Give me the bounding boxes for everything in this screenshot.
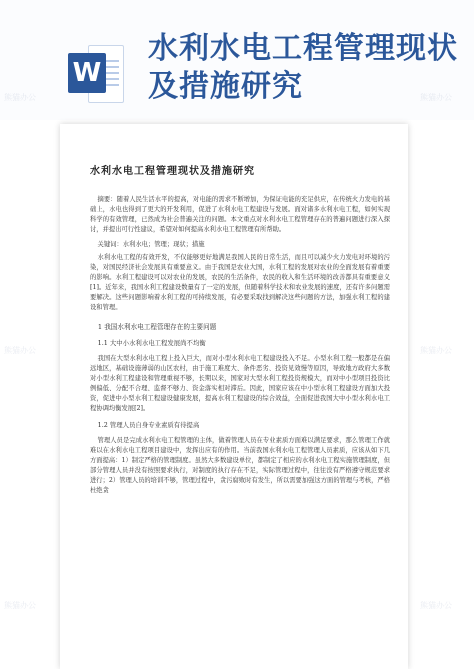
watermark: 熊猫办公 bbox=[4, 601, 36, 610]
intro-paragraph: 水利水电工程的有效开发，不仅能够更好地满足我国人民的日常生活，而且可以减少火力发电对环境的污染，对国民经济社会发展具有重要意义。由于我国是农业大国，水利工程的发展对农业的全面发展有着重要的影响。水利工程建设可以对农业的发展，农民的生活条件，农民的收入和生活环境的改善都具有重要意义[1]。近年来，我国水利工程建设数量有了一定的发展，但随着科学技术和农业发展的速度，还有许多问题需要解决。这些问题影响着水利工程的可持续发展，有必要采取找到解决这些问题的方法，加强水利工程的建设和管理。 bbox=[90, 254, 390, 311]
word-badge: W bbox=[68, 53, 106, 93]
section-heading: 1 我国水利水电工程管理存在的主要问题 bbox=[97, 323, 217, 331]
watermark: 熊猫办公 bbox=[4, 346, 36, 355]
page-title: 水利水电工程管理现状及措施研究 bbox=[148, 31, 458, 104]
body-paragraph: 管理人员是完成水利水电工程管理的主体，做着管理人员在专业素质方面难以满足要求，那么管理工作就难以在水利水电工程项目建设中，发挥出应有的作用。当前我国水利水电工程管理人员素质，应该从如下几方面提高：1）制定严格的管理制度。虽然大多数建设单位，都制定了相应的水利水电工程实施管理制度，但部分管理人员并没有按照要求执行，对制度的执行存在不足，实际管理过程中，往往没有严格遵守规范要求进行；2）管理人员的培训不够，管理过程中，贪污腐败时有发生，所以需要加强这方面的管理与考核，严格杜绝贪 bbox=[90, 437, 390, 494]
keywords-line: 关键词：水利水电；管理；现状；措施 bbox=[97, 241, 205, 248]
watermark: 熊猫办公 bbox=[420, 601, 452, 610]
subsection-heading: 1.2 管理人员自身专业素质有待提高 bbox=[97, 421, 200, 429]
subsection-heading: 1.1 大中小水利水电工程发展尚不均衡 bbox=[97, 339, 206, 347]
abstract-paragraph: 摘要：随着人民生活水平的提高，对电能的需求不断增加，为保证电能的充足供应，在传统火力发电的基础上，水电也得到了更大的开发利用，促进了水利水电工程建设与发展。面对诸多水利水电工程，如何实现科学的有效管理，已然成为社会普遍关注的问题。本文重点对水利水电工程管理存在的普遍问题进行深入探讨，并提出可行性建议，希望对如何提高水利水电工程管理有所帮助。 bbox=[90, 196, 390, 233]
watermark: 熊猫办公 bbox=[420, 93, 452, 102]
document-body bbox=[90, 162, 390, 496]
watermark: 熊猫办公 bbox=[420, 346, 452, 355]
word-document-icon bbox=[68, 45, 122, 101]
document-page bbox=[60, 124, 408, 669]
document-title: 水利水电工程管理现状及措施研究 bbox=[90, 166, 255, 177]
header-banner bbox=[0, 0, 474, 120]
watermark: 熊猫办公 bbox=[4, 93, 36, 102]
body-paragraph: 我国在大型水利水电工程上投入巨大，而对小型水利水电工程建设投入不足。小型水利工程一般都是在偏远地区，基础设施薄弱的山区农村，由于施工难度大、条件恶劣、投资见效慢等原因，导致地方政府大多数对小型水利工程建设和管理重视不够，长期以来，国家对大型水利工程投资规模大，而对中小型项目投资比例偏低、分配不合理、监督不够力、资金落实相对滞后。因此，国家应该在中小型水利工程建设方面加大投资，促进中小型水利工程建设健康发展，提高水利工程建设的综合效益，全面促进我国大中小型水利水电工程协调均衡发展[2]。 bbox=[90, 355, 390, 412]
